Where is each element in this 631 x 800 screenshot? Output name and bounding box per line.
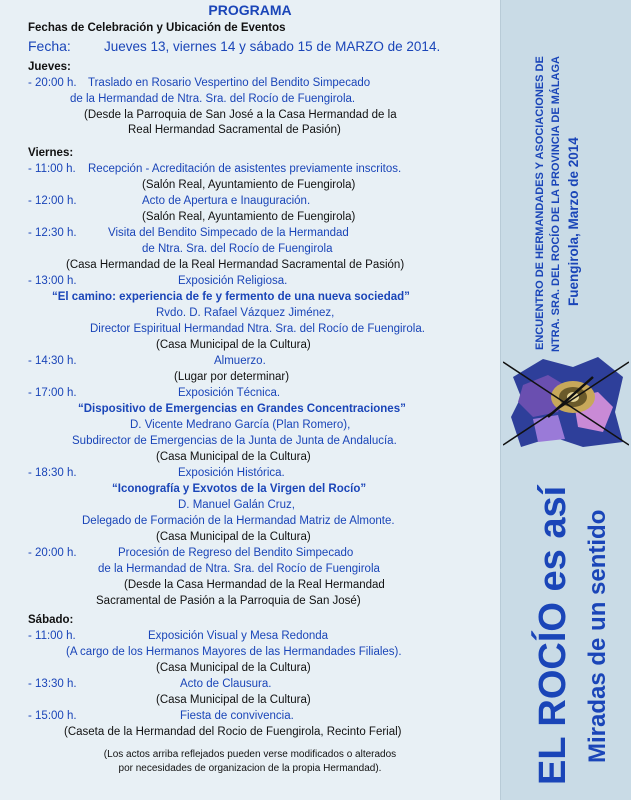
time: - 13:30 h. xyxy=(28,678,77,690)
location: (Casa Municipal de la Cultura) xyxy=(156,694,311,706)
location: (Casa Municipal de la Cultura) xyxy=(156,339,311,351)
time: - 13:00 h. xyxy=(28,275,77,287)
speaker-role: Director Espiritual Hermandad Ntra. Sra. del Rocío de Fuengirola. xyxy=(90,323,425,335)
event-title: Exposición Técnica. xyxy=(178,387,281,399)
location: (Desde la Parroquia de San José a la Casa Hermandad de la xyxy=(84,109,397,121)
event-title: Acto de Apertura e Inauguración. xyxy=(142,195,311,207)
time: - 11:00 h. xyxy=(28,630,76,642)
event-title: Acto de Clausura. xyxy=(180,678,272,690)
simpecado-emblem xyxy=(503,357,629,449)
time: - 11:00 h. xyxy=(28,163,76,175)
event-title: Almuerzo. xyxy=(214,355,266,367)
location: (Casa Hermandad de la Real Hermandad Sacramental de Pasión) xyxy=(66,259,405,271)
subtitle: Fechas de Celebración y Ubicación de Eventos xyxy=(28,22,286,34)
event-subtitle: “Dispositivo de Emergencias en Grandes Concentraciones” xyxy=(78,403,406,415)
time: - 12:00 h. xyxy=(28,195,77,207)
time: - 12:30 h. xyxy=(28,227,77,239)
location: (Salón Real, Ayuntamiento de Fuengirola) xyxy=(142,211,356,223)
location: Sacramental de Pasión a la Parroquia de San José) xyxy=(96,595,361,607)
time: - 18:30 h. xyxy=(28,467,77,479)
location: (Desde la Casa Hermandad de la Real Hermandad xyxy=(124,579,385,591)
disclaimer-line: (Los actos arriba reflejados pueden verse modificados o alterados xyxy=(103,749,397,760)
location: (Lugar por determinar) xyxy=(174,371,290,383)
speaker-role: Subdirector de Emergencias de la Junta de Junta de Andalucía. xyxy=(72,435,397,447)
speaker: D. Vicente Medrano García (Plan Romero), xyxy=(130,419,351,431)
time: - 20:00 h. xyxy=(28,547,77,559)
time: - 20:00 h. xyxy=(28,77,77,89)
day-friday: Viernes: xyxy=(28,147,74,159)
location: (Caseta de la Hermandad del Rocio de Fuengirola, Recinto Ferial) xyxy=(64,726,402,738)
event-subtitle: (A cargo de los Hermanos Mayores de las Hermandades Filiales). xyxy=(66,646,402,658)
event-title: de Ntra. Sra. del Rocío de Fuengirola xyxy=(142,243,333,255)
time: - 15:00 h. xyxy=(28,710,77,722)
event-subtitle: “El camino: experiencia de fe y fermento de una nueva sociedad” xyxy=(52,291,410,303)
event-name-line1: ENCUENTRO DE HERMANDADES Y ASOCIACIONES DE xyxy=(534,56,546,350)
location: Real Hermandad Sacramental de Pasión) xyxy=(128,124,341,136)
location: (Casa Municipal de la Cultura) xyxy=(156,531,311,543)
day-thursday: Jueves: xyxy=(28,61,71,73)
time: - 17:00 h. xyxy=(28,387,77,399)
date-label: Fecha: xyxy=(28,38,71,54)
speaker: D. Manuel Galán Cruz, xyxy=(178,499,295,511)
disclaimer-line: por necesidades de organizacion de la propia Hermandad). xyxy=(118,763,382,774)
date-value: Jueves 13, viernes 14 y sábado 15 de MARZO de 2014. xyxy=(104,39,441,54)
location: (Casa Municipal de la Cultura) xyxy=(156,662,311,674)
event-title: Visita del Bendito Simpecado de la Hermandad xyxy=(108,227,349,239)
event-title: Exposición Histórica. xyxy=(178,467,285,479)
day-saturday: Sábado: xyxy=(28,614,74,626)
event-title: Exposición Visual y Mesa Redonda xyxy=(148,630,329,642)
location: (Salón Real, Ayuntamiento de Fuengirola) xyxy=(142,179,356,191)
event-location-date: Fuengirola, Marzo de 2014 xyxy=(566,137,581,306)
event-title: Procesión de Regreso del Bendito Simpecado xyxy=(118,547,354,559)
speaker: Rvdo. D. Rafael Vázquez Jiménez, xyxy=(156,307,335,319)
time: - 14:30 h. xyxy=(28,355,77,367)
event-subtitle: “Iconografía y Exvotos de la Virgen del Rocío” xyxy=(112,483,367,495)
brand-tagline: Miradas de un sentido xyxy=(584,509,611,763)
event-title: Traslado en Rosario Vespertino del Bendito Simpecado xyxy=(88,77,371,89)
event-name-line2: NTRA. SRA. DEL ROCÍO DE LA PROVINCIA DE MÁLAGA xyxy=(550,56,562,352)
event-title: Fiesta de convivencia. xyxy=(180,710,294,722)
event-title: Recepción - Acreditación de asistentes previamente inscritos. xyxy=(88,163,402,175)
event-title: Exposición Religiosa. xyxy=(178,275,288,287)
event-title: de la Hermandad de Ntra. Sra. del Rocío de Fuengirola. xyxy=(70,93,356,105)
brand-title: EL ROCÍO es así xyxy=(532,485,574,785)
event-title: de la Hermandad de Ntra. Sra. del Rocío de Fuengirola xyxy=(98,563,380,575)
page-title: PROGRAMA xyxy=(208,2,292,18)
speaker-role: Delegado de Formación de la Hermandad Matriz de Almonte. xyxy=(82,515,395,527)
location: (Casa Municipal de la Cultura) xyxy=(156,451,311,463)
